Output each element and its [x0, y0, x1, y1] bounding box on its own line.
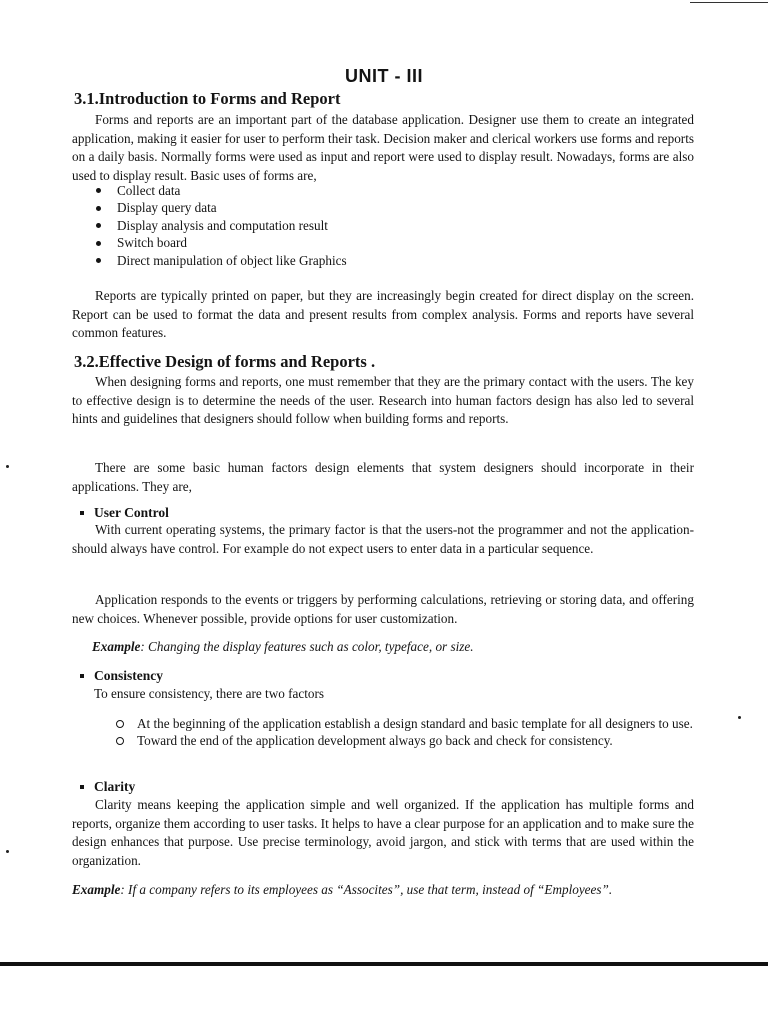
clarity-paragraph: Clarity means keeping the application simple and well organized. If the application has multiple forms and reports, organize them according to user tasks. It helps to have a clear purpose for an application and to make sure the design enhances that purpose. Use precise terminology, avoid jargon, and stick with terms that are used within the organization. — [72, 797, 694, 868]
scan-speck — [738, 716, 741, 719]
bullet-icon — [96, 223, 101, 228]
list-item: Direct manipulation of object like Graphics — [96, 252, 347, 270]
clarity-title: Clarity — [80, 779, 135, 795]
top-scan-edge — [690, 2, 768, 3]
bullet-icon — [96, 206, 101, 211]
section-3-2-paragraph-1: When designing forms and reports, one must remember that they are the primary contact with the users. The key to effective design is to determine the needs of the user. Research into human factors design has also led to several hints and guidelines that designers should follow when building forms and reports. — [72, 374, 694, 426]
consistency-list — [116, 716, 694, 749]
form-uses-list — [96, 182, 347, 270]
section-3-2-heading: 3.2.Effective Design of forms and Reports . — [74, 352, 376, 371]
list-item: Collect data — [96, 182, 347, 200]
example-label: Example — [92, 639, 141, 654]
user-control-example: Example: Changing the display features such as color, typeface, or size. — [92, 639, 474, 654]
reports-paragraph: Reports are typically printed on paper, but they are increasingly begin created for direct display on the screen. Report can be used to format the data and present results from complex analysis. Forms and reports have several common features. — [72, 288, 694, 340]
scan-speck — [6, 465, 9, 468]
square-bullet-icon — [80, 511, 84, 515]
user-control-paragraph-2: Application responds to the events or triggers by performing calculations, retrieving or storing data, and offering new choices. Whenever possible, provide options for user customization. — [72, 592, 694, 626]
circle-bullet-icon — [116, 720, 124, 728]
list-item: At the beginning of the application establish a design standard and basic template for all designers to use. — [116, 716, 694, 733]
section-3-1-intro: Forms and reports are an important part of the database application. Designer use them to create an integrated application, making it easier for user to perform their task. Decision maker and clerical workers use forms and reports on a daily basis. Normally forms were used as input and report were used to display result. Nowadays, forms are also used to display result. Basic uses of forms are, — [72, 112, 694, 183]
list-item: Switch board — [96, 235, 347, 253]
consistency-title: Consistency — [80, 668, 163, 684]
clarity-example: Example: If a company refers to its employees as “Assocites”, use that term, instead of “Employees”. — [72, 882, 613, 897]
bullet-icon — [96, 241, 101, 246]
list-item: Toward the end of the application development always go back and check for consistency. — [116, 733, 694, 750]
bullet-icon — [96, 258, 101, 263]
bottom-scan-edge — [0, 962, 768, 966]
list-item: Display analysis and computation result — [96, 217, 347, 235]
consistency-lead: To ensure consistency, there are two factors — [94, 686, 325, 701]
section-3-2-paragraph-2: There are some basic human factors design elements that system designers should incorporate in their applications. They are, — [72, 460, 694, 494]
square-bullet-icon — [80, 785, 84, 789]
section-3-1-heading: 3.1.Introduction to Forms and Report — [74, 89, 341, 108]
user-control-paragraph-1: With current operating systems, the primary factor is that the users-not the programmer and not the application-should always have control. For example do not expect users to enter data in a particular sequence. — [72, 522, 694, 556]
user-control-title: User Control — [80, 505, 169, 521]
bullet-icon — [96, 188, 101, 193]
circle-bullet-icon — [116, 737, 124, 745]
unit-title: UNIT - III — [345, 66, 423, 86]
list-item: Display query data — [96, 200, 347, 218]
square-bullet-icon — [80, 674, 84, 678]
example-label: Example — [72, 882, 121, 897]
scan-speck — [6, 850, 9, 853]
